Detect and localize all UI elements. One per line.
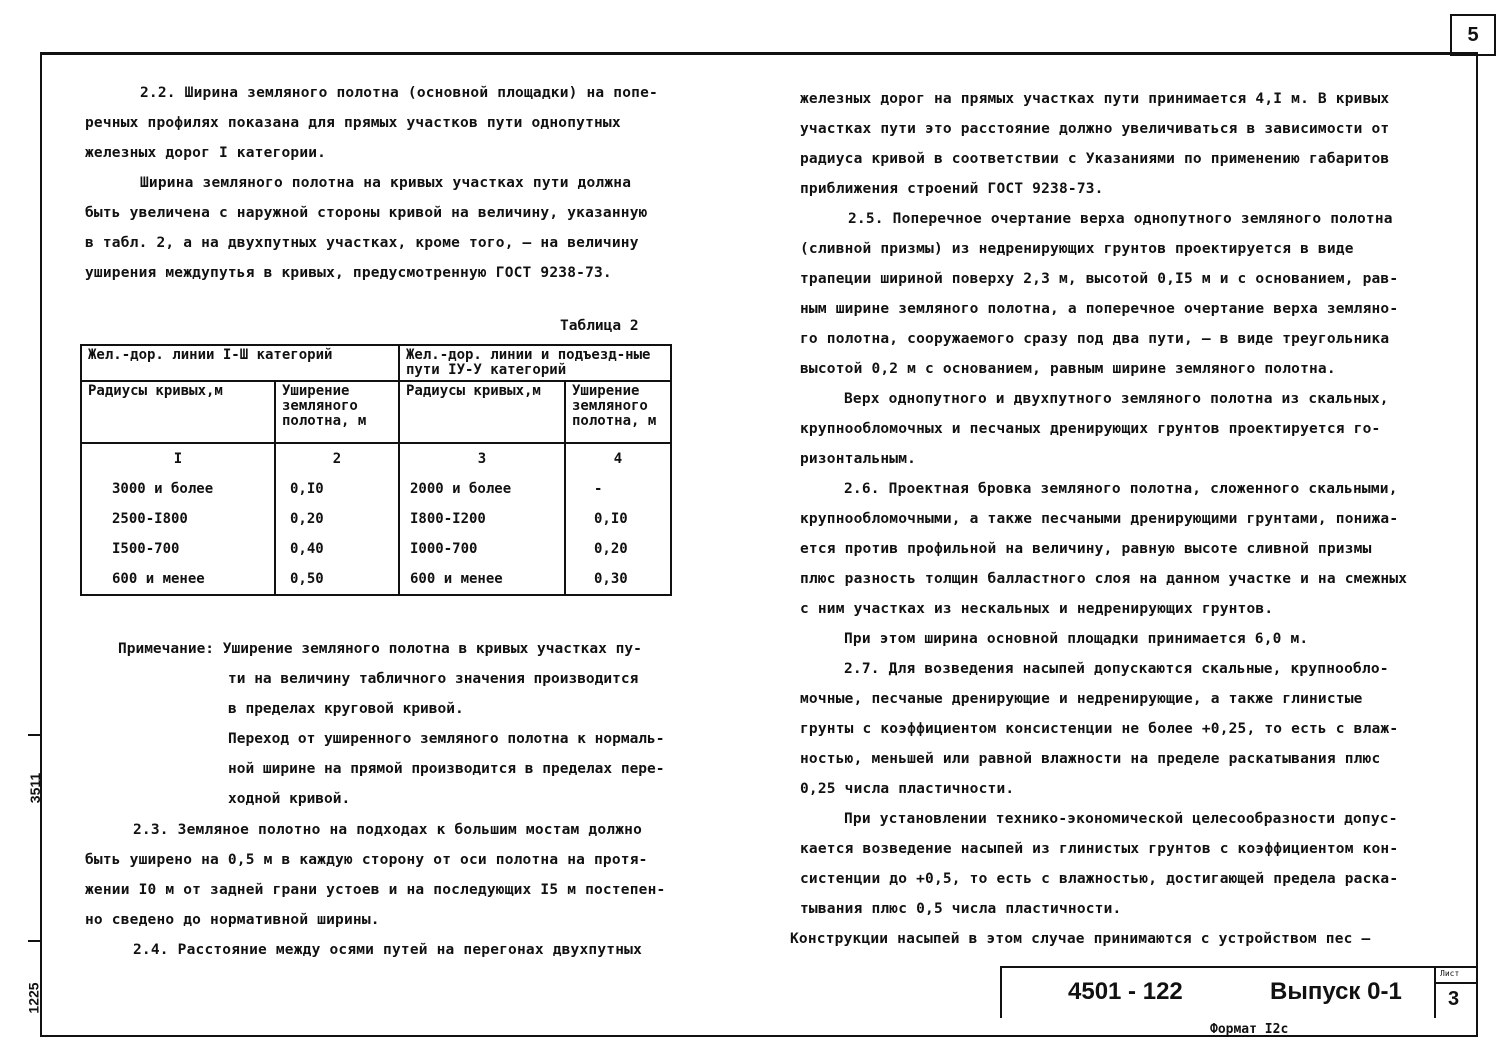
para-line: высотой 0,2 м с основанием, равным ширине земляного полотна. <box>800 361 1336 377</box>
para-line: речных профилях показана для прямых участков пути однопутных <box>85 115 621 131</box>
table-note <box>118 634 665 814</box>
para-line: радиуса кривой в соответствии с Указаниями по применению габаритов <box>800 151 1390 167</box>
para-line: 2.4. Расстояние между осями путей на перегонах двухпутных <box>133 942 642 958</box>
para-line: 2.3. Земляное полотно на подходах к большим мостам должно <box>133 822 642 838</box>
table-col-number: 2 <box>275 443 399 474</box>
para-line: кается возведение насыпей из глинистых грунтов с коэффициентом кон- <box>800 841 1399 857</box>
para-line: плюс разность толщин балластного слоя на данном участке и на смежных <box>800 571 1408 587</box>
para-line: тывания плюс 0,5 числа пластичности. <box>800 901 1122 917</box>
table-cell: 2500-I800 <box>81 504 275 534</box>
right-column <box>790 84 1430 954</box>
para-line: крупнообломочными, а также песчаными дренирующими грунтами, понижа- <box>800 511 1399 527</box>
table-row <box>81 474 671 504</box>
table-group-header-1: Жел.-дор. линии I-Ш категорий <box>81 345 399 381</box>
table-row <box>81 564 671 595</box>
format-label: Формат I2с <box>1210 1022 1289 1037</box>
table-col-header: Радиусы кривых,м <box>399 381 565 443</box>
para-line: крупнообломочных и песчаных дренирующих грунтов проектируется го- <box>800 421 1381 437</box>
margin-number-bottom: 1225 <box>25 982 42 1014</box>
table-cell: I800-I200 <box>399 504 565 534</box>
table-cell: 0,30 <box>565 564 671 595</box>
para-line: быть уширено на 0,5 м в каждую сторону от оси полотна на протя- <box>85 852 648 868</box>
para-line: 2.5. Поперечное очертание верха однопутного земляного полотна <box>848 211 1393 227</box>
issue-label: Выпуск 0-1 <box>1270 978 1402 1005</box>
para-line: грунты с коэффициентом консистенции не более +0,25, то есть с влаж- <box>800 721 1399 737</box>
para-line: 2.2. Ширина земляного полотна (основной площадки) на попе- <box>140 85 658 101</box>
para-line: (сливной призмы) из недренирующих грунтов проектируется в виде <box>800 241 1354 257</box>
para-line: в табл. 2, а на двухпутных участках, кроме того, — на величину <box>85 235 639 251</box>
sheet-label: Лист <box>1440 969 1460 978</box>
left-column-bottom <box>85 815 665 965</box>
note-label: Примечание: <box>118 641 215 657</box>
para-line: быть увеличена с наружной стороны кривой на величину, указанную <box>85 205 648 221</box>
margin-number-top: 3511 <box>27 772 44 804</box>
para-line: го полотна, сооружаемого сразу под два пути, — в виде треугольника <box>800 331 1390 347</box>
document-code: 4501 - 122 <box>1068 978 1183 1005</box>
table-col-number: I <box>81 443 275 474</box>
table-cell: 0,I0 <box>275 474 399 504</box>
para-line: с ним участках из нескальных и недренирующих грунтов. <box>800 601 1274 617</box>
table-2 <box>80 344 672 596</box>
table-row <box>81 534 671 564</box>
para-line: Ширина земляного полотна на кривых участках пути должна <box>140 175 632 191</box>
table-cell: 0,I0 <box>565 504 671 534</box>
para-line: 0,25 числа пластичности. <box>800 781 1015 797</box>
sheet-number: 3 <box>1448 988 1460 1010</box>
title-block <box>1000 966 1476 1018</box>
para-line: 2.6. Проектная бровка земляного полотна, сложенного скальными, <box>844 481 1398 497</box>
note-line: ной ширине на прямой производится в пределах пере- <box>228 761 665 777</box>
table-col-header: Уширение земляного полотна, м <box>565 381 671 443</box>
para-line: ностью, меньшей или равной влажности на пределе раскатывания плюс <box>800 751 1381 767</box>
table-cell: 0,40 <box>275 534 399 564</box>
para-line: ризонтальным. <box>800 451 917 467</box>
table-cell: 0,20 <box>275 504 399 534</box>
table-cell: 0,50 <box>275 564 399 595</box>
para-line: При установлении технико-экономической целесообразности допус- <box>844 811 1398 827</box>
table-cell: 0,20 <box>565 534 671 564</box>
sheet-divider <box>1436 982 1478 984</box>
table-caption: Таблица 2 <box>560 318 639 334</box>
note-line: Переход от уширенного земляного полотна к нормаль- <box>228 731 665 747</box>
para-line: уширения междупутья в кривых, предусмотренную ГОСТ 9238-73. <box>85 265 612 281</box>
para-line: При этом ширина основной площадки принимается 6,0 м. <box>844 631 1309 647</box>
table-col-header: Радиусы кривых,м <box>81 381 275 443</box>
table-cell: 2000 и более <box>399 474 565 504</box>
note-line: в пределах круговой кривой. <box>228 701 464 717</box>
margin-tick <box>28 940 42 942</box>
margin-tick <box>28 734 42 736</box>
note-line: ходной кривой. <box>228 791 351 807</box>
page-number: 5 <box>1450 14 1496 56</box>
para-line: железных дорог I категории. <box>85 145 327 161</box>
left-column <box>85 78 685 288</box>
para-line: Верх однопутного и двухпутного земляного полотна из скальных, <box>844 391 1389 407</box>
table-cell: 3000 и более <box>81 474 275 504</box>
para-line: ным ширине земляного полотна, а поперечное очертание верха земляно- <box>800 301 1399 317</box>
note-line: ти на величину табличного значения производится <box>228 671 639 687</box>
para-line: приближения строений ГОСТ 9238-73. <box>800 181 1104 197</box>
para-line: участках пути это расстояние должно увеличиваться в зависимости от <box>800 121 1390 137</box>
para-line: трапеции шириной поверху 2,3 м, высотой 0,I5 м и с основанием, рав- <box>800 271 1399 287</box>
table-col-number: 3 <box>399 443 565 474</box>
para-line: систенции до +0,5, то есть с влажностью, достигающей предела раска- <box>800 871 1399 887</box>
table-col-number: 4 <box>565 443 671 474</box>
table-cell: 600 и менее <box>81 564 275 595</box>
table-cell: 600 и менее <box>399 564 565 595</box>
para-line: но сведено до нормативной ширины. <box>85 912 380 928</box>
para-line: 2.7. Для возведения насыпей допускаются скальные, крупнообло- <box>844 661 1389 677</box>
para-line: жении I0 м от задней грани устоев и на последующих I5 м постепен- <box>85 882 666 898</box>
table-col-header: Уширение земляного полотна, м <box>275 381 399 443</box>
note-line: Уширение земляного полотна в кривых участках пу- <box>222 641 642 657</box>
para-line: ется против профильной на величину, равную высоте сливной призмы <box>800 541 1372 557</box>
para-line: железных дорог на прямых участках пути принимается 4,I м. В кривых <box>800 91 1390 107</box>
table-cell: - <box>565 474 671 504</box>
table-group-header-2: Жел.-дор. линии и подъезд-ные пути IУ-У категорий <box>399 345 671 381</box>
sheet-box <box>1434 968 1478 1018</box>
table-cell: I500-700 <box>81 534 275 564</box>
para-line: Конструкции насыпей в этом случае принимаются с устройством пес — <box>790 931 1371 947</box>
para-line: мочные, песчаные дренирующие и недренирующие, а также глинистые <box>800 691 1363 707</box>
table-cell: I000-700 <box>399 534 565 564</box>
table-row <box>81 504 671 534</box>
